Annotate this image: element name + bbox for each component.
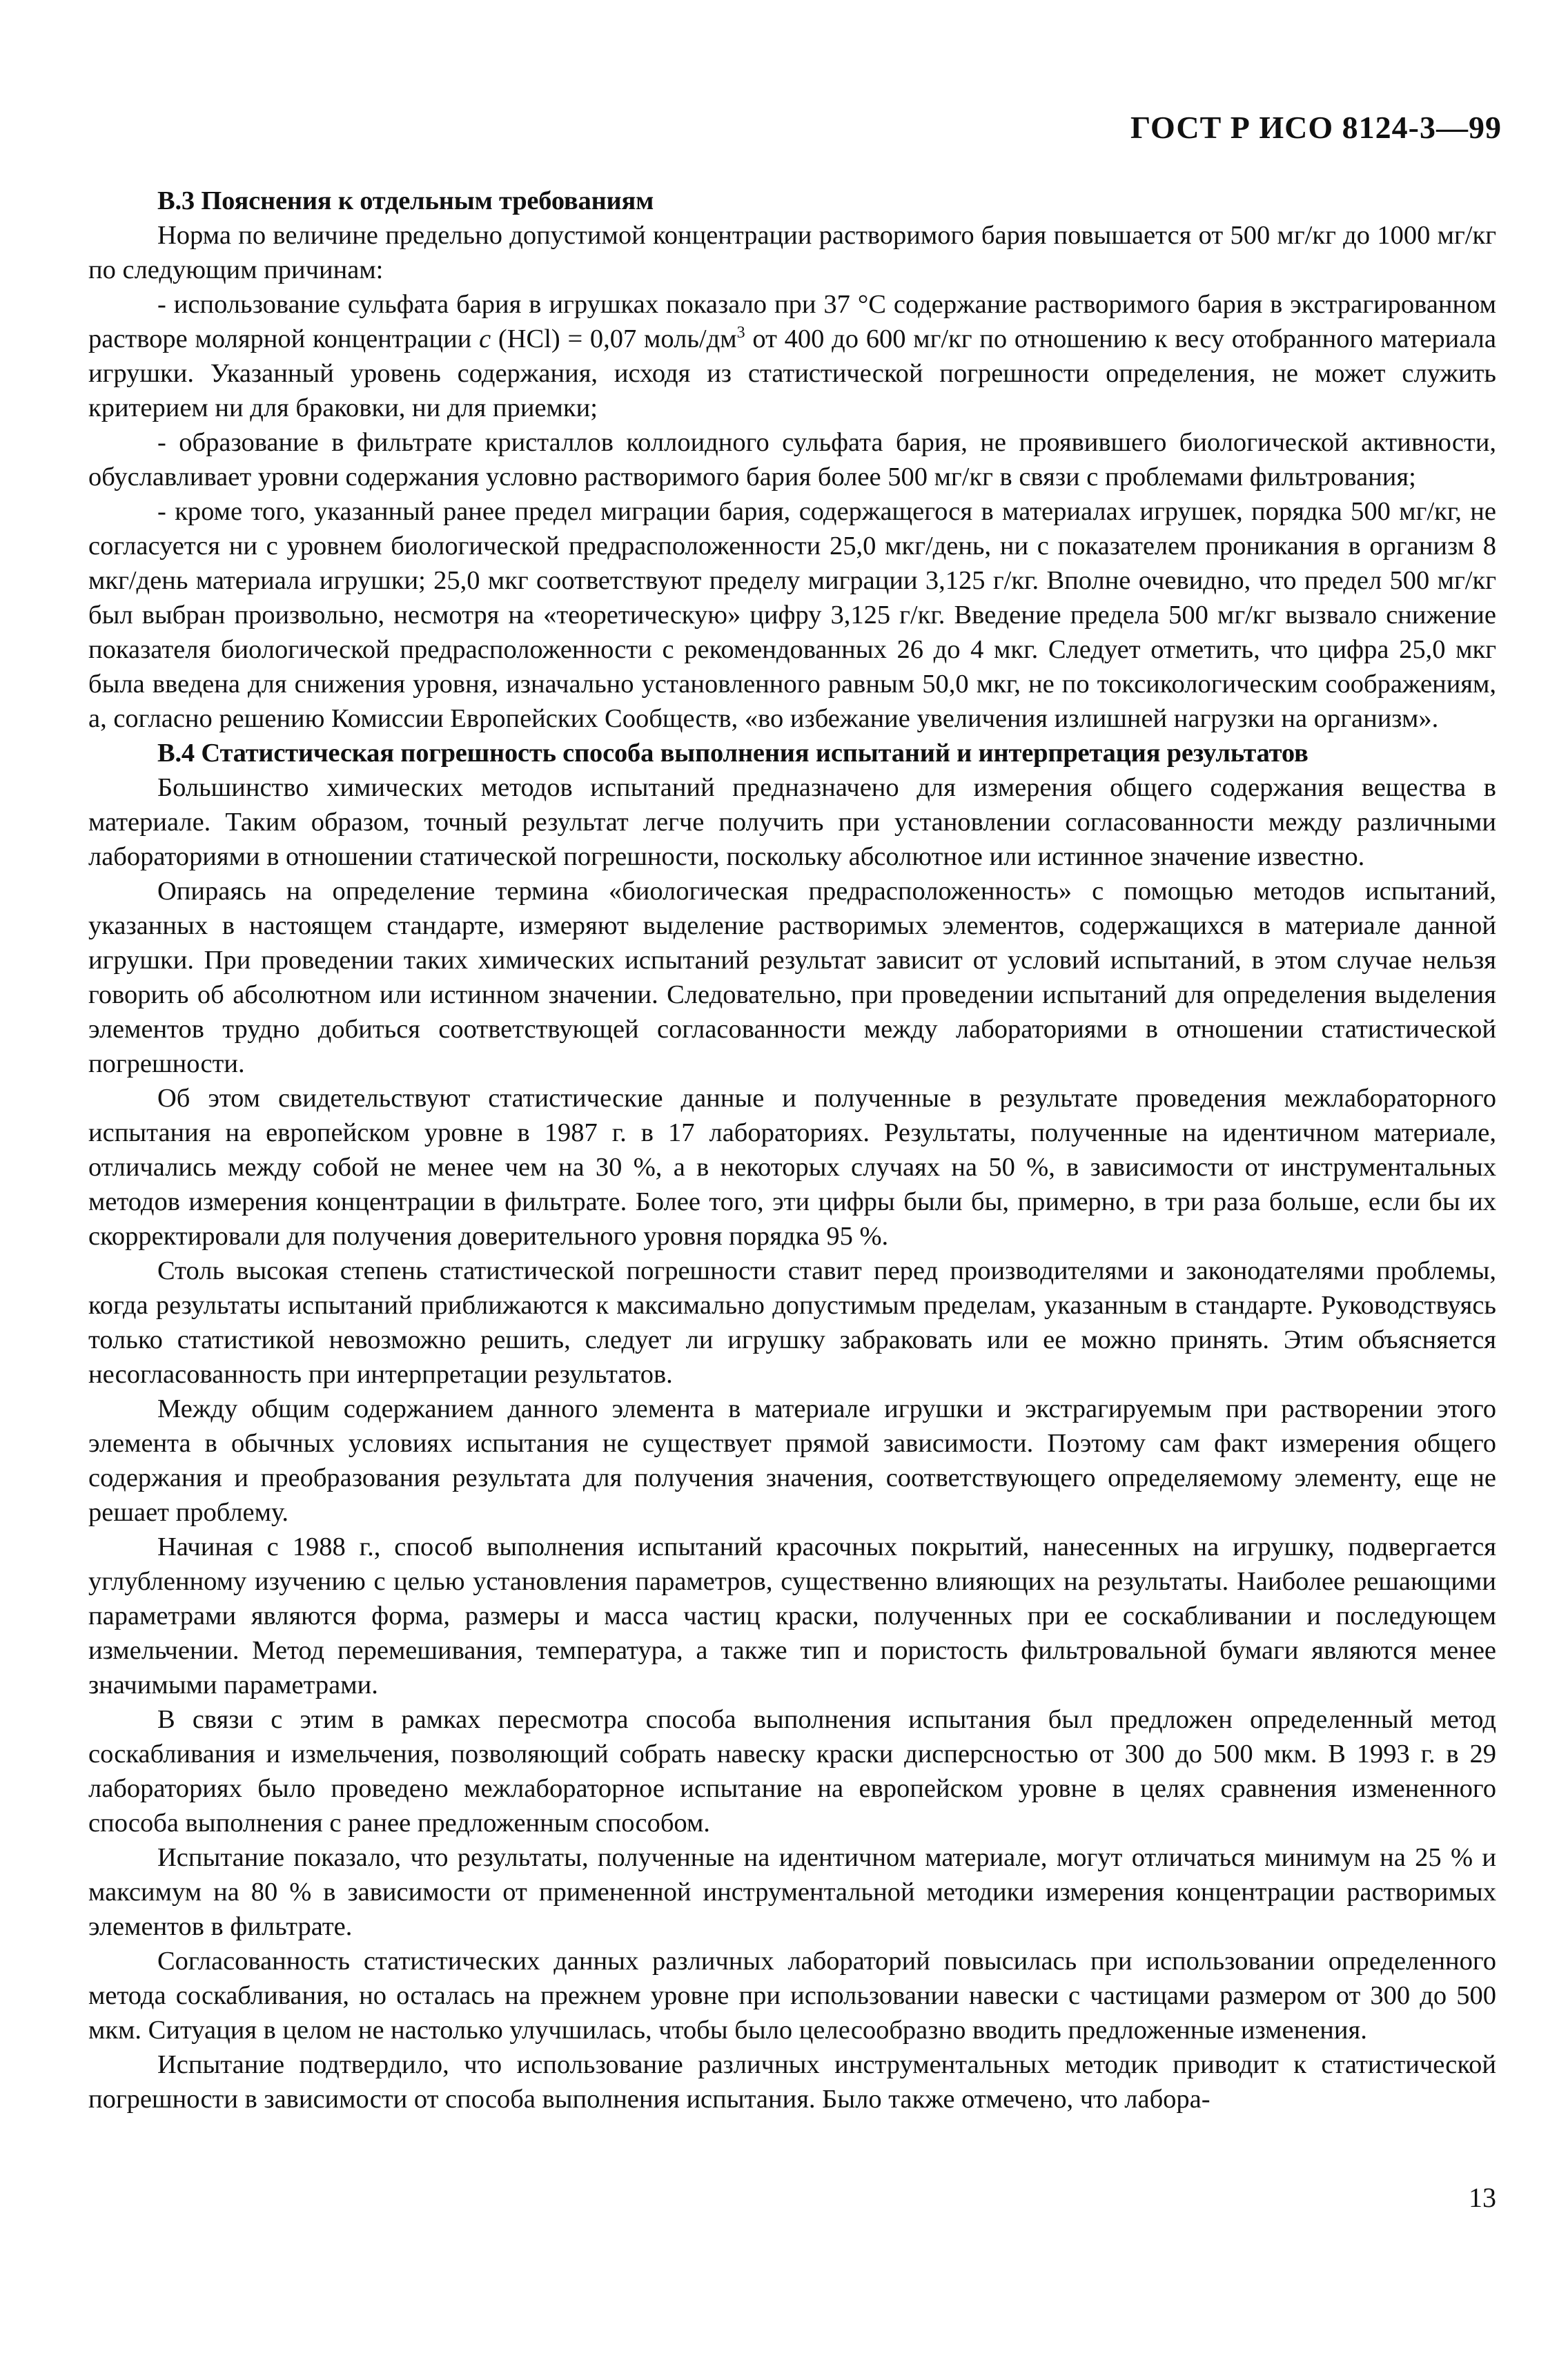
paragraph: Начиная с 1988 г., способ выполнения испытаний красочных покрытий, нанесенных на игрушку, подвергается углубленному изучению с целью установления параметров, существенно влияющих на результаты. Наиболее решающими параметрами являются форма, размеры и масса частиц краски, полученных при ее соскабливании и последующем измельчении. Метод перемешивания, температура, а также тип и пористость фильтровальной бумаги являются менее значимыми параметрами. <box>88 1532 1496 1700</box>
list-item-text: - использование сульфата бария в игрушках показало при 37 °С содержание растворимого бария в экстрагированном растворе молярной концентрации <box>88 290 1496 353</box>
document-body <box>88 184 1496 2116</box>
paragraph: Испытание показало, что результаты, полученные на идентичном материале, могут отличаться минимум на 25 % и максимум на 80 % в зависимости от примененной инструментальной методики измерения концентрации растворимых элементов в фильтрате. <box>88 1843 1496 1941</box>
section-b3-title: В.3 Пояснения к отдельным требованиям <box>157 186 654 215</box>
formula-variable: с <box>479 324 491 353</box>
list-item-text: от 400 до 600 мг/кг по отношению к весу отобранного материала игрушки. Указанный уровень содержания, исходя из статистической погрешности определения, не может служить критерием ни для браковки, ни для приемки; <box>88 324 1496 422</box>
section-b3-intro: Норма по величине предельно допустимой концентрации растворимого бария повышается от 500 мг/кг до 1000 мг/кг по следующим причинам: <box>88 221 1496 284</box>
list-item-migration-limit: - кроме того, указанный ранее предел миграции бария, содержащегося в материалах игрушек, порядка 500 мг/кг, не согласуется ни с уровнем биологической предрасположенности 25,0 мкг/день, ни с показателем проникания в организм 8 мкг/день материала игрушки; 25,0 мкг соответствуют пределу миграции 3,125 г/кг. Вполне очевидно, что предел 500 мг/кг был выбран произвольно, несмотря на «теоретическую» цифру 3,125 г/кг. Введение предела 500 мг/кг вызвало снижение показателя биологической предрасположенности с рекомендованных 26 до 4 мкг. Следует отметить, что цифра 25,0 мкг была введена для снижения уровня, изначально установленного равным 50,0 мкг, не по токсикологическим соображениям, а, согласно решению Комиссии Европейских Сообществ, «во избежание увеличения излишней нагрузки на организм». <box>88 497 1496 733</box>
paragraph: Опираясь на определение термина «биологическая предрасположенность» с помощью методов испытаний, указанных в настоящем стандарте, измеряют выделение растворимых элементов, содержащихся в материале данной игрушки. При проведении таких химических испытаний результат зависит от условий испытаний, в этом случае нельзя говорить об абсолютном или истинном значении. Следовательно, при проведении испытаний для определения выделения элементов трудно добиться соответствующей согласованности между лабораториями в отношении статистической погрешности. <box>88 877 1496 1078</box>
list-item-text: (HCl) = 0,07 моль/дм <box>491 324 737 353</box>
list-item-colloidal-crystals: - образование в фильтрате кристаллов коллоидного сульфата бария, не проявившего биологической активности, обуславливает уровни содержания условно растворимого бария более 500 мг/кг в связи с проблемами фильтрования; <box>88 428 1496 491</box>
unit-superscript: 3 <box>736 324 745 342</box>
page-number: 13 <box>1469 2182 1496 2213</box>
paragraph: Согласованность статистических данных различных лабораторий повысилась при использовании определенного метода соскабливания, но осталась на прежнем уровне при использовании навески с частицами размером от 300 до 500 мкм. Ситуация в целом не настолько улучшилась, чтобы было целесообразно вводить предложенные изменения. <box>88 1947 1496 2045</box>
paragraph: Испытание подтвердило, что использование различных инструментальных методик приводит к статистической погрешности в зависимости от способа выполнения испытания. Было также отмечено, что лабора- <box>88 2050 1496 2114</box>
paragraph: Об этом свидетельствуют статистические данные и полученные в результате проведения межлабораторного испытания на европейском уровне в 1987 г. в 17 лабораториях. Результаты, полученные на идентичном материале, отличались между собой не менее чем на 30 %, а в некоторых случаях на 50 %, в зависимости от инструментальных методов измерения концентрации в фильтрате. Более того, эти цифры были бы, примерно, в три раза больше, если бы их скорректировали для получения доверительного уровня порядка 95 %. <box>88 1084 1496 1251</box>
paragraph: Большинство химических методов испытаний предназначено для измерения общего содержания вещества в материале. Таким образом, точный результат легче получить при установлении согласованности между различными лабораториями в отношении статической погрешности, поскольку абсолютное или истинное значение известно. <box>88 773 1496 871</box>
section-b4-title: В.4 Статистическая погрешность способа выполнения испытаний и интерпретация результатов <box>157 739 1309 768</box>
list-item-barium-sulfate <box>88 287 1496 425</box>
paragraph: В связи с этим в рамках пересмотра способа выполнения испытания был предложен определенный метод соскабливания и измельчения, позволяющий собрать навеску краски дисперсностью от 300 до 500 мкм. В 1993 г. в 29 лабораториях было проведено межлабораторное испытание на европейском уровне в целях сравнения измененного способа выполнения с ранее предложенным способом. <box>88 1705 1496 1838</box>
paragraph: Столь высокая степень статистической погрешности ставит перед производителями и законодателями проблемы, когда результаты испытаний приближаются к максимально допустимым пределам, указанным в стандарте. Руководствуясь только статистикой невозможно решить, следует ли игрушку забраковать или ее можно принять. Этим объясняется несогласованность при интерпретации результатов. <box>88 1256 1496 1389</box>
document-code-header: ГОСТ Р ИСО 8124-3—99 <box>1130 110 1502 145</box>
paragraph: Между общим содержанием данного элемента в материале игрушки и экстрагируемым при растворении этого элемента в обычных условиях испытания не существует прямой зависимости. Поэтому сам факт измерения общего содержания и преобразования результата для получения значения, соответствующего определяемому элементу, еще не решает проблему. <box>88 1394 1496 1527</box>
